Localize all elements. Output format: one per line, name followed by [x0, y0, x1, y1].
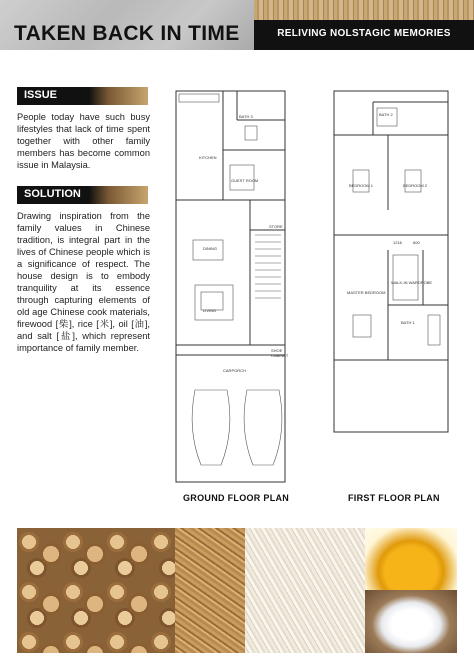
subtitle-bar	[254, 20, 474, 50]
firewood-photo	[17, 528, 175, 653]
first-floor-drawing	[333, 90, 449, 433]
dimension-600: 600	[413, 240, 420, 245]
first-floor-plan	[333, 90, 449, 433]
label-carporch: CARPORCH	[223, 368, 246, 373]
label-shoe-cabinet: SHOE CABINET	[271, 348, 289, 358]
label-living: LIVING	[203, 308, 217, 313]
header-banner	[0, 0, 254, 50]
salt-photo	[365, 590, 457, 653]
label-bedroom2: BEDROOM 2	[403, 183, 428, 188]
issue-heading-bar	[17, 87, 148, 105]
dimension-1216: 1216	[393, 240, 402, 245]
white-rice-photo	[245, 528, 365, 653]
brown-rice-photo	[175, 528, 245, 653]
label-bath3: BATH 3	[239, 114, 253, 119]
label-store: STORE	[269, 224, 283, 229]
label-kitchen: KITCHEN	[199, 155, 217, 160]
label-walkin: WALK-IN WARDROBE	[391, 280, 433, 285]
solution-text: Drawing inspiration from the family values in Chinese tradition, is integral part in the lives of Chinese people which is a significance of respect. The house design is to embody tranquility at its essence through capturing elements of old age Chinese cook materials, firewood [柴], rice [米], oil [油], and salt [盐], which represent importance of family member.	[17, 211, 150, 353]
issue-text: People today have such busy lifestyles that lack of time spent together with other family members has become common issue in Malaysia.	[17, 112, 150, 170]
ground-floor-drawing	[175, 90, 289, 483]
label-bedroom1: BEDROOM 1	[349, 183, 374, 188]
first-floor-caption: FIRST FLOOR PLAN	[348, 493, 440, 503]
label-bath2: BATH 2	[379, 112, 393, 117]
label-master: MASTER BEDROOM	[347, 290, 386, 295]
oil-photo	[365, 528, 457, 590]
solution-heading: SOLUTION	[24, 188, 81, 200]
wood-texture-strip	[254, 0, 474, 20]
ground-floor-plan	[175, 90, 289, 483]
solution-heading-bar	[17, 186, 148, 204]
label-guest-room: GUEST ROOM	[231, 178, 259, 183]
label-bath1: BATH 1	[401, 320, 415, 325]
ground-floor-caption: GROUND FLOOR PLAN	[183, 493, 290, 503]
page-subtitle: RELIVING NOLSTAGIC MEMORIES	[277, 28, 451, 39]
label-dining: DINING	[203, 246, 217, 251]
page-title: TAKEN BACK IN TIME	[14, 22, 240, 45]
issue-heading: ISSUE	[24, 89, 58, 101]
